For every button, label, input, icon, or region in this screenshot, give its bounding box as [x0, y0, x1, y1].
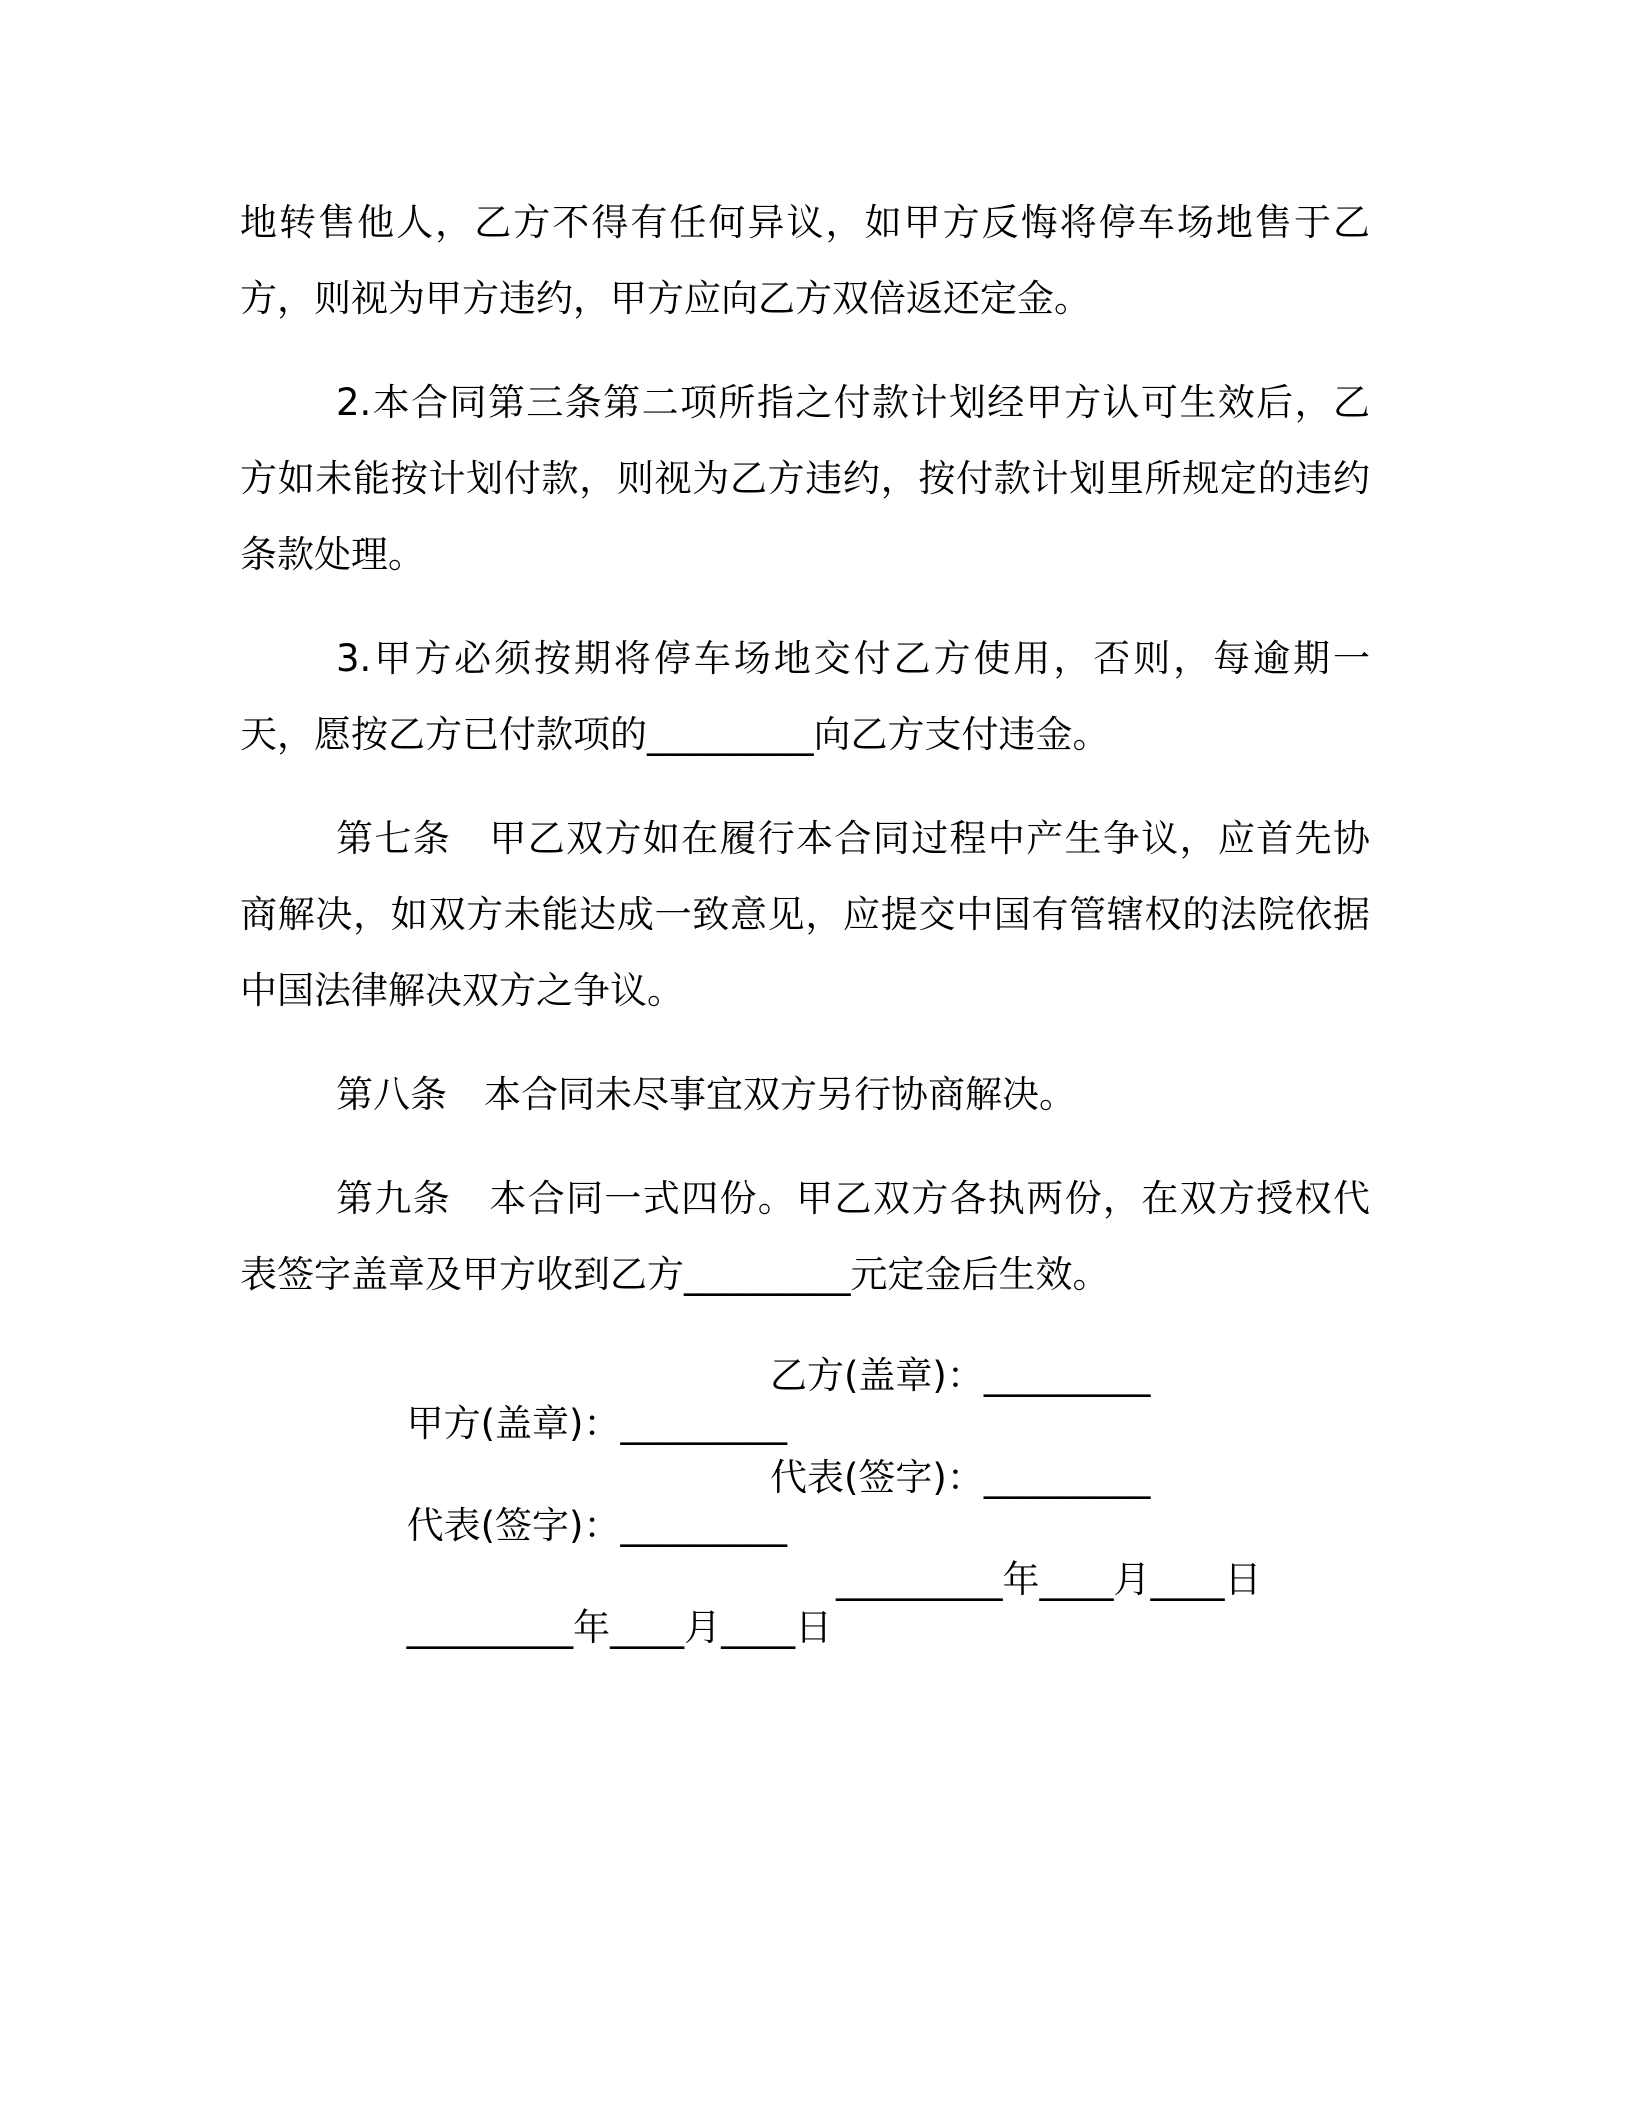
party-a-seal-line: 甲方(盖章)：_________ — [406, 1402, 787, 1445]
party-a-date-line: _________年____月____日 — [406, 1606, 833, 1649]
paragraph-article-7: 第七条 甲乙双方如在履行本合同过程中产生争议，应首先协商解决，如双方未能达成一致意见，应提交中国有管辖权的法院依据中国法律解决双方之争议。 — [240, 817, 1370, 1012]
party-b-representative-line: 代表(签字)：_________ — [770, 1456, 1151, 1499]
document-body — [240, 185, 1370, 1341]
party-a-representative-line: 代表(签字)：_________ — [406, 1504, 787, 1547]
paragraph-clause-6-3: 3.甲方必须按期将停车场地交付乙方使用，否则，每逾期一天，愿按乙方已付款项的_________向乙方支付违金。 — [240, 637, 1370, 756]
paragraph-clause-6-1-continued: 地转售他人，乙方不得有任何异议，如甲方反悔将停车场地售于乙方，则视为甲方违约，甲方应向乙方双倍返还定金。 — [240, 201, 1370, 320]
party-b-date-line: _________年____月____日 — [836, 1558, 1262, 1601]
paragraph-article-9: 第九条 本合同一式四份。甲乙双方各执两份，在双方授权代表签字盖章及甲方收到乙方_________元定金后生效。 — [240, 1177, 1370, 1296]
paragraph-article-8: 第八条 本合同未尽事宜双方另行协商解决。 — [336, 1073, 1076, 1116]
paragraph-clause-6-2: 2.本合同第三条第二项所指之付款计划经甲方认可生效后，乙方如未能按计划付款，则视为乙方违约，按付款计划里所规定的违约条款处理。 — [240, 381, 1370, 576]
signature-block — [336, 1352, 1336, 1649]
party-b-seal-line: 乙方(盖章)：_________ — [770, 1354, 1151, 1397]
date-row — [336, 1556, 1262, 1748]
